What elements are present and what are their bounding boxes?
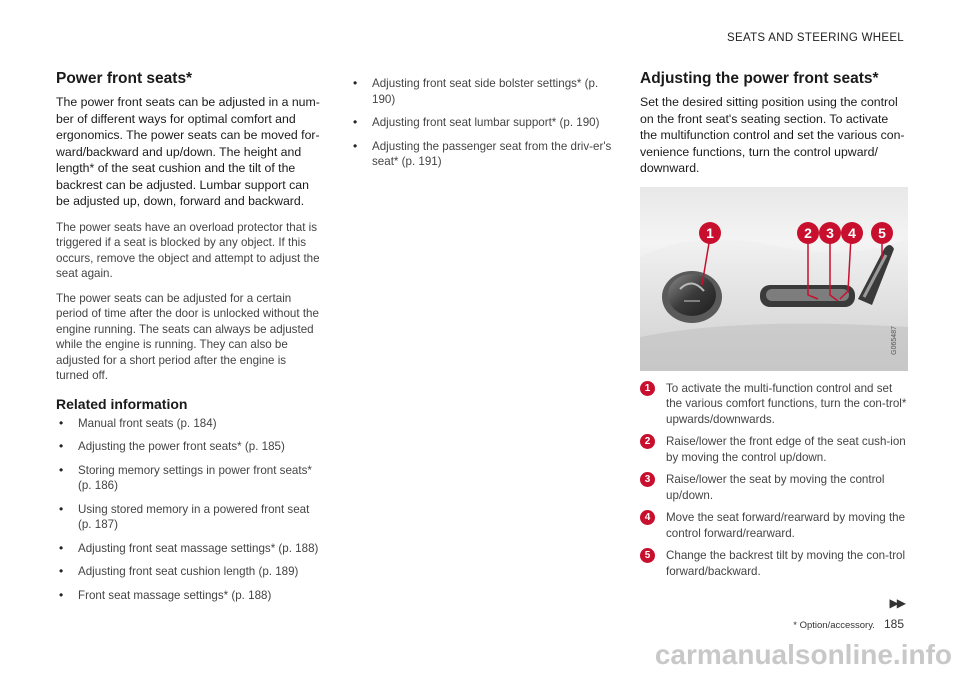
related-link-item[interactable]: • Adjusting front seat massage settings* (p. 188)	[59, 540, 319, 555]
bullet-icon: •	[59, 501, 64, 516]
page-number: 185	[883, 617, 904, 631]
adjust-intro-paragraph: Set the desired sitting position using the control on the front seat's seating section. To activate the multifunction control and set the various con-venience functions, turn the control upward/ downward.	[640, 95, 905, 175]
column-left	[56, 70, 322, 611]
step-item: 4 Move the seat forward/rearward by moving the control forward/rearward.	[640, 510, 908, 541]
svg-text:2: 2	[804, 224, 812, 241]
steps-list	[640, 381, 908, 580]
column-middle	[350, 76, 612, 178]
multifunction-knob	[662, 271, 722, 323]
figure-code: G065487	[891, 325, 898, 355]
svg-text:5: 5	[878, 224, 886, 241]
callout-5	[871, 222, 893, 244]
step-item: 2 Raise/lower the front edge of the seat cush-ion by moving the control up/down.	[640, 434, 908, 465]
step-item: 3 Raise/lower the seat by moving the control up/down.	[640, 472, 908, 503]
related-link-item[interactable]: • Front seat massage settings* (p. 188)	[59, 587, 272, 602]
step-item: 5 Change the backrest tilt by moving the con-trol forward/backward.	[640, 548, 908, 579]
bullet-icon: •	[59, 540, 64, 555]
step-number-badge: 3	[640, 472, 655, 487]
bullet-icon: •	[59, 587, 64, 602]
step-number-badge: 2	[640, 434, 655, 449]
step-item: 1 To activate the multi-function control and set the various comfort functions, turn the con-trol* upwards/downwards.	[640, 381, 908, 428]
related-link-item[interactable]: • Using stored memory in a powered front seat (p. 187)	[59, 501, 310, 531]
seat-controls-drawing	[640, 187, 908, 371]
step-number-badge: 1	[640, 381, 655, 396]
related-link-item[interactable]: • Adjusting the passenger seat from the driv-er's seat* (p. 191)	[353, 138, 612, 168]
related-list	[56, 416, 322, 604]
related-list-continued	[350, 76, 612, 170]
bullet-icon: •	[59, 415, 64, 430]
section-title-adjusting-seats: Adjusting the power front seats*	[640, 70, 879, 87]
bullet-icon: •	[353, 138, 358, 153]
step-number-badge: 5	[640, 548, 655, 563]
bullet-icon: •	[353, 76, 358, 90]
option-accessory-note: * Option/accessory.	[793, 620, 875, 631]
seat-controls-illustration	[640, 187, 908, 371]
related-link-item[interactable]: • Adjusting front seat side bolster settings* (p. 190)	[353, 76, 599, 106]
callout-3	[819, 222, 841, 244]
section-title-power-front-seats: Power front seats*	[56, 70, 193, 87]
column-right	[640, 70, 908, 586]
related-link-item[interactable]: • Adjusting the power front seats* (p. 185)	[59, 439, 285, 453]
svg-text:4: 4	[848, 224, 856, 241]
page-footer	[793, 617, 904, 631]
related-information-heading: Related information	[56, 395, 188, 412]
bullet-icon: •	[59, 462, 64, 477]
running-header: SEATS AND STEERING WHEEL	[727, 32, 904, 44]
related-link-item[interactable]: • Adjusting front seat lumbar support* (p. 190)	[353, 115, 600, 129]
callout-1	[699, 222, 721, 244]
svg-text:3: 3	[826, 224, 834, 241]
svg-text:1: 1	[706, 224, 714, 241]
callout-4	[841, 222, 863, 244]
callout-2	[797, 222, 819, 244]
overload-paragraph: The power seats have an overload protector that is triggered if a seat is blocked by any object. If this occurs, remove the object and attempt to adjust the seat again.	[56, 220, 320, 280]
related-link-item[interactable]: • Manual front seats (p. 184)	[59, 415, 217, 430]
related-link-item[interactable]: • Storing memory settings in power front seats* (p. 186)	[59, 462, 312, 492]
timing-paragraph: The power seats can be adjusted for a certain period of time after the door is unlocked without the engine running. The seats can always be adjusted while the engine is running. They can also be adjusted for a short period after the engine is turned off.	[56, 291, 319, 382]
site-watermark: carmanualsonline.info	[654, 639, 952, 670]
step-number-badge: 4	[640, 510, 655, 525]
bullet-icon: •	[353, 115, 358, 129]
bullet-icon: •	[59, 564, 64, 578]
intro-paragraph: The power front seats can be adjusted in a num-ber of different ways for optimal comfort and ergonomics. The power seats can be moved for-ward/backward and up/down. The height and length* of the seat cushion and the tilt of the backrest can be adjusted. Lumbar support can be adjusted up, down, forward and backward.	[56, 95, 320, 208]
next-page-arrows-icon[interactable]: ▶▶	[889, 596, 904, 610]
bullet-icon: •	[59, 439, 64, 453]
related-link-item[interactable]: • Adjusting front seat cushion length (p. 189)	[59, 564, 299, 578]
